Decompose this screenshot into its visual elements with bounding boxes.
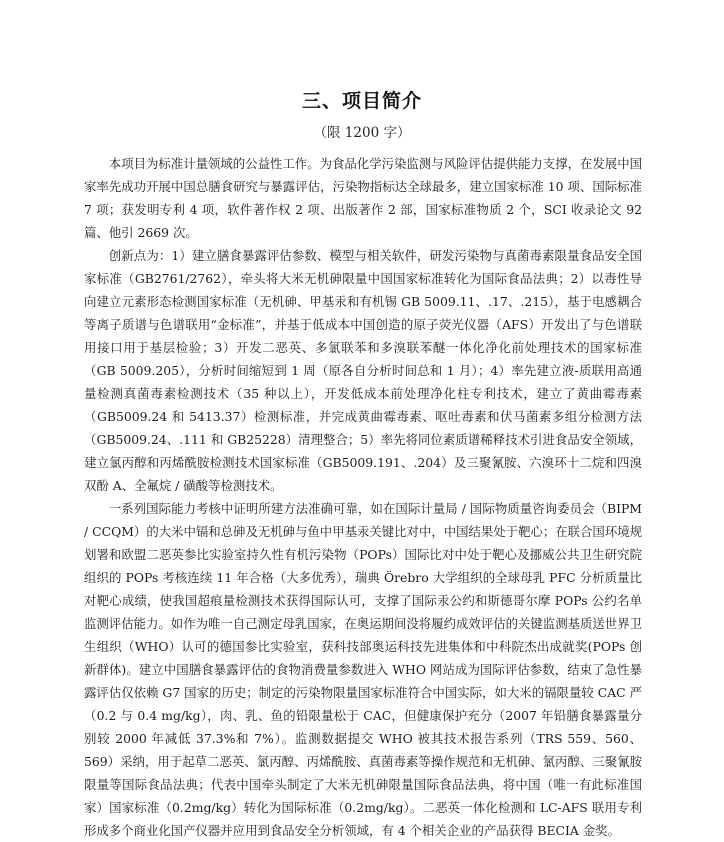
paragraph-overview: 本项目为标准计量领域的公益性工作。为食品化学污染监测与风险评估提供能力支撑，在发展中国家率先成功开展中国总膳食研究与暴露评估，污染物指标达全球最多，建立国家标准 10 项、国际标准 7 项；获发明专利 4 项，软件著作权 2 项、出版著作 2 部，国家标准物质 2 个，SCI 收录论文 92 篇、他引 2669 次。 — [84, 156, 642, 240]
section-title: 三、项目简介 — [301, 90, 422, 112]
document-body — [84, 152, 642, 842]
paragraph-innovations: 创新点为：1）建立膳食暴露评估参数、模型与相关软件，研发污染物与真菌毒素限量食品安全国家标准（GB2761/2762），牵头将大米无机砷限量中国国家标准转化为国际食品法典；2）以毒性导向建立元素形态检测国家标准（无机砷、甲基汞和有机锡 GB 5009.11、.17、.215），基于电感耦合等离子质谱与色谱联用“金标准”，并基于低成本中国创造的原子荧光仪器（AFS）开发出了与色谱联用接口用于基层检验；3）开发二恶英、多氯联苯和多溴联苯醚一体化净化前处理技术的国家标准（GB 5009.205），分析时间缩短到 1 周（原各自分析时间总和 1 月）；4）率先建立液-质联用高通量检测真菌毒素检测技术（35 种以上），开发低成本前处理净化柱专利技术，建立了黄曲霉毒素（GB5009.24 和 5413.37）检测标准，并完成黄曲霉毒素、呕吐毒素和伏马菌素多组分检测方法（GB5009.24、.111 和 GB25228）清理整合；5）率先将同位素质谱稀释技术引进食品安全领域，建立氯丙醇和丙烯酰胺检测技术国家标准（GB5009.191、.204）及三聚氰胺、六溴环十二烷和四溴双酚 A、全氟烷 / 磺酸等检测技术。 — [84, 248, 642, 493]
paragraph-validation: 一系列国际能力考核中证明所建方法准确可靠，如在国际计量局 / 国际物质量咨询委员会（BIPM / CCQM）的大米中镉和总砷及无机砷与鱼中甲基汞关键比对中，中国结果处于靶心；在联合国环境规划署和欧盟二恶英参比实验室持久性有机污染物（POPs）国际比对中处于靶心及挪威公共卫生研究院组织的 POPs 考核连续 11 年合格（大多优秀），瑞典 Örebro 大学组织的全球母乳 PFC 分析质量比对靶心成绩，使我国超痕量检测技术获得国际认可，支撑了国际汞公约和斯德哥尔摩 POPs 公约名单监测评估能力。如作为唯一自己测定母乳国家，在奥运期间没将履约成效评估的关键监测基质送世界卫生组织（WHO）认可的德国参比实验室，获科技部奥运科技先进集体和中科院杰出成就奖(POPs 创新群体)。建立中国膳食暴露评估的食物消费量参数进入 WHO 网站成为国际评估参数，结束了急性暴露评估仅依赖 G7 国家的历史；制定的污染物限量国家标准符合中国实际，如大米的镉限量较 CAC 严（0.2 与 0.4 mg/kg），肉、乳、鱼的铅限量松于 CAC，但健康保护充分（2007 年铅膳食暴露量分别较 2000 年减低 37.3%和 7%）。监测数据提交 WHO 被其技术报告系列（TRS 559、560、569）采纳，用于起草二恶英、氯丙醇、丙烯酰胺、真菌毒素等操作规范和无机砷、氯丙醇、三聚氰胺限量等国际食品法典；代表中国牵头制定了大米无机砷限量国际食品法典，将中国（唯一有此标准国家）国家标准（0.2mg/kg）转化为国际标准（0.2mg/kg）。二恶英一体化检测和 LC-AFS 联用专利形成多个商业化国产仪器并应用到食品安全分析领域，有 4 个相关企业的产品获得 BECIA 金奖。 — [84, 501, 642, 838]
word-limit-note: （限 1200 字） — [313, 125, 411, 141]
